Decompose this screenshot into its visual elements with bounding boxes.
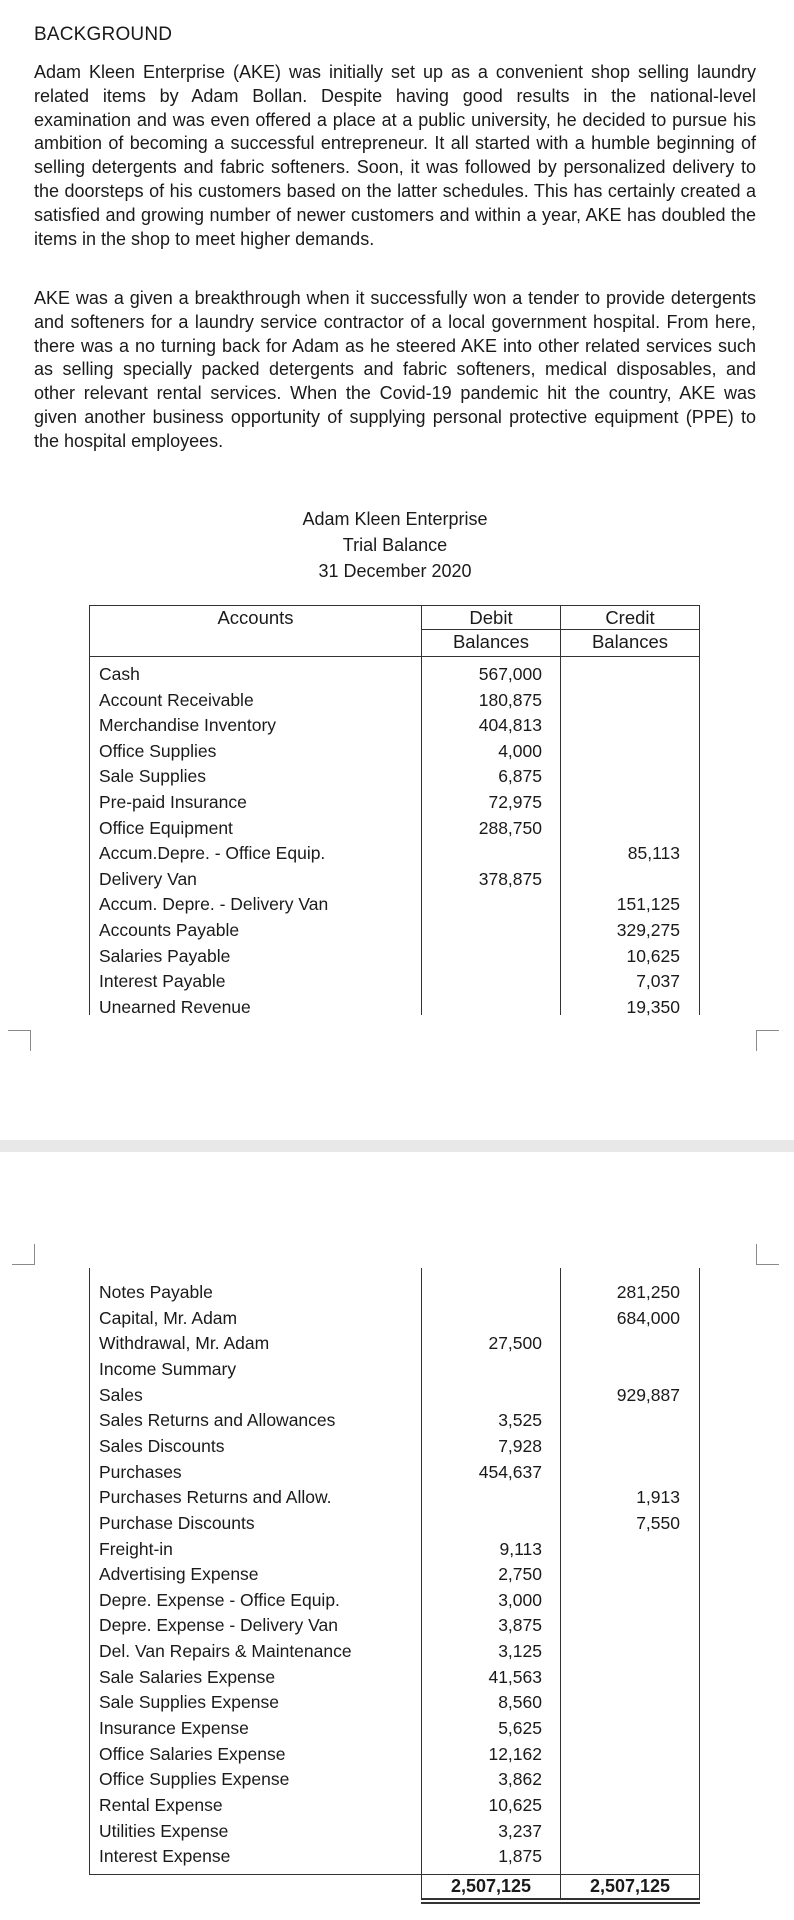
table-row (0, 1819, 794, 1845)
table-row (0, 918, 794, 944)
table-row (0, 1537, 794, 1563)
table-row (0, 1844, 794, 1870)
account-name: Depre. Expense - Office Equip. (99, 1589, 340, 1610)
debit-balance: 9,113 (499, 1538, 542, 1559)
table-row (0, 1331, 794, 1357)
debit-balance: 1,875 (498, 1846, 542, 1867)
page-corner-mark (756, 1030, 779, 1051)
debit-balance: 288,750 (478, 817, 542, 838)
account-name: Office Equipment (99, 817, 233, 838)
debit-balance: 3,875 (498, 1615, 542, 1636)
background-heading: BACKGROUND (34, 24, 173, 45)
credit-balance: 281,250 (616, 1282, 680, 1302)
table-row (0, 1665, 794, 1691)
debit-balance: 72,975 (488, 792, 542, 812)
debit-balance: 180,875 (478, 689, 542, 710)
trial-balance-date: 31 December 2020 (318, 561, 472, 581)
page-corner-mark (8, 1030, 31, 1051)
total-debit: 2,507,125 (450, 1876, 532, 1896)
account-name: Account Receivable (99, 689, 254, 710)
page-gap (0, 1140, 794, 1152)
debit-balance: 3,000 (498, 1589, 542, 1610)
account-name: Pre-paid Insurance (99, 792, 247, 812)
debit-balance: 567,000 (478, 664, 542, 684)
table-row (0, 1562, 794, 1588)
debit-balance: 3,125 (498, 1641, 542, 1662)
table-row (0, 841, 794, 867)
debit-balance: 10,625 (488, 1795, 542, 1815)
account-name: Utilities Expense (99, 1820, 229, 1841)
table-row (0, 764, 794, 790)
table-row (0, 688, 794, 714)
trial-balance-title: Trial Balance (342, 535, 448, 555)
credit-balance: 329,275 (616, 920, 680, 940)
table-row (0, 1690, 794, 1716)
account-name: Accum. Depre. - Delivery Van (99, 894, 329, 915)
account-name: Purchase Discounts (99, 1512, 255, 1533)
account-name: Notes Payable (99, 1282, 213, 1302)
background-paragraph-1: Adam Kleen Enterprise (AKE) was initially set up as a convenient shop selling laundry related items by Adam Bollan. Despite having good results in the national-level examination and was even offered a place at a public university, he decided to pursue his ambition of becoming a successful entrepreneur. It all started with a humble beginning of selling detergents and fabric softeners. Soon, it was followed by personalized delivery to the doorsteps of his customers based on the latter schedules. This has certainly created a satisfied and growing number of newer customers and within a year, AKE has doubled the items in the shop to meet higher demands. (34, 62, 756, 249)
table-row (0, 713, 794, 739)
table-row (0, 816, 794, 842)
account-name: Income Summary (99, 1358, 237, 1379)
account-name: Withdrawal, Mr. Adam (99, 1333, 270, 1354)
account-name: Advertising Expense (99, 1564, 259, 1585)
account-name: Office Supplies (99, 740, 217, 761)
page-corner-mark (756, 1244, 779, 1265)
credit-balance: 151,125 (616, 894, 680, 915)
credit-balance: 10,625 (626, 945, 680, 966)
debit-balance: 7,928 (498, 1435, 542, 1456)
debit-balance: 2,750 (498, 1564, 542, 1585)
debit-balance: 12,162 (488, 1743, 542, 1764)
debit-balance: 3,862 (498, 1769, 542, 1790)
table-row (0, 662, 794, 688)
double-underline-2 (421, 1902, 700, 1904)
table-row (0, 1793, 794, 1819)
debit-header-line1: Debit (469, 607, 513, 628)
account-name: Cash (99, 664, 140, 684)
account-name: Del. Van Repairs & Maintenance (99, 1641, 352, 1662)
debit-balance: 4,000 (498, 740, 542, 761)
account-name: Sale Supplies (99, 766, 207, 787)
account-name: Sale Salaries Expense (99, 1666, 276, 1687)
credit-balance: 1,913 (636, 1487, 680, 1508)
table-row (0, 995, 794, 1021)
table-row (0, 1716, 794, 1742)
credit-balance: 85,113 (627, 843, 680, 864)
table-row (0, 1408, 794, 1434)
table-row (0, 790, 794, 816)
account-name: Interest Payable (99, 971, 226, 992)
table-row (0, 1511, 794, 1537)
account-name: Interest Expense (99, 1846, 231, 1867)
debit-balance: 3,525 (498, 1410, 542, 1431)
table-row (0, 867, 794, 893)
header-bottom-border (89, 656, 700, 657)
account-name: Accounts Payable (99, 920, 240, 940)
account-name: Purchases Returns and Allow. (99, 1487, 332, 1508)
credit-balance: 19,350 (626, 996, 680, 1017)
credit-header-line1: Credit (605, 607, 655, 628)
debit-header-line2: Balances (452, 631, 530, 652)
table-row (0, 1588, 794, 1614)
debit-balance: 5,625 (498, 1718, 542, 1739)
debit-balance: 27,500 (488, 1333, 542, 1354)
total-credit: 2,507,125 (589, 1876, 671, 1896)
table-row (0, 1742, 794, 1768)
account-name: Salaries Payable (99, 945, 231, 966)
debit-balance: 8,560 (498, 1692, 542, 1713)
account-name: Depre. Expense - Delivery Van (99, 1615, 338, 1636)
debit-balance: 378,875 (478, 868, 542, 889)
table-row (0, 1434, 794, 1460)
account-name: Merchandise Inventory (99, 715, 277, 736)
table-row (0, 1357, 794, 1383)
table-row (0, 739, 794, 765)
table-row (0, 969, 794, 995)
table-row (0, 1485, 794, 1511)
table-row (0, 1306, 794, 1332)
account-name: Purchases (99, 1461, 182, 1482)
table-row (0, 944, 794, 970)
table-top-border (89, 605, 700, 606)
account-name: Unearned Revenue (99, 996, 251, 1017)
account-name: Sales Returns and Allowances (99, 1410, 336, 1431)
table-row (0, 1280, 794, 1306)
account-name: Sales Discounts (99, 1435, 225, 1456)
account-name: Office Supplies Expense (99, 1769, 290, 1790)
table-row (0, 1383, 794, 1409)
background-paragraph-2: AKE was a given a breakthrough when it successfully won a tender to provide detergents and softeners for a laundry service contractor of a local government hospital. From here, there was a no turning back for Adam as he steered AKE into other related services such as selling specially packed detergents and fabric softeners, medical disposables, and other relevant rental services. When the Covid-19 pandemic hit the country, AKE was given another business opportunity of supplying personal protective equipment (PPE) to the hospital employees. (34, 288, 756, 451)
account-name: Accum.Depre. - Office Equip. (99, 843, 326, 864)
table-row (0, 1460, 794, 1486)
accounts-header: Accounts (217, 607, 294, 628)
credit-balance: 7,037 (636, 971, 680, 992)
table-row (0, 1639, 794, 1665)
debit-balance: 6,875 (498, 766, 542, 787)
account-name: Insurance Expense (99, 1718, 249, 1739)
credit-balance: 929,887 (616, 1384, 680, 1405)
debit-balance: 404,813 (478, 715, 542, 736)
page-corner-mark (12, 1244, 35, 1265)
credit-balance: 7,550 (636, 1512, 680, 1533)
account-name: Sales (99, 1384, 143, 1405)
account-name: Office Salaries Expense (99, 1743, 286, 1764)
debit-balance: 3,237 (498, 1820, 542, 1841)
account-name: Sale Supplies Expense (99, 1692, 279, 1713)
credit-balance: 684,000 (616, 1307, 680, 1328)
account-name: Delivery Van (99, 868, 197, 889)
credit-header-line2: Balances (591, 631, 669, 652)
account-name: Capital, Mr. Adam (99, 1307, 238, 1328)
account-name: Freight-in (99, 1538, 173, 1559)
table-row (0, 892, 794, 918)
debit-balance: 41,563 (488, 1666, 542, 1687)
table-row (0, 1767, 794, 1793)
account-name: Rental Expense (99, 1795, 223, 1815)
table-row (0, 1613, 794, 1639)
debit-balance: 454,637 (478, 1461, 542, 1482)
trial-balance-company: Adam Kleen Enterprise (302, 509, 488, 529)
